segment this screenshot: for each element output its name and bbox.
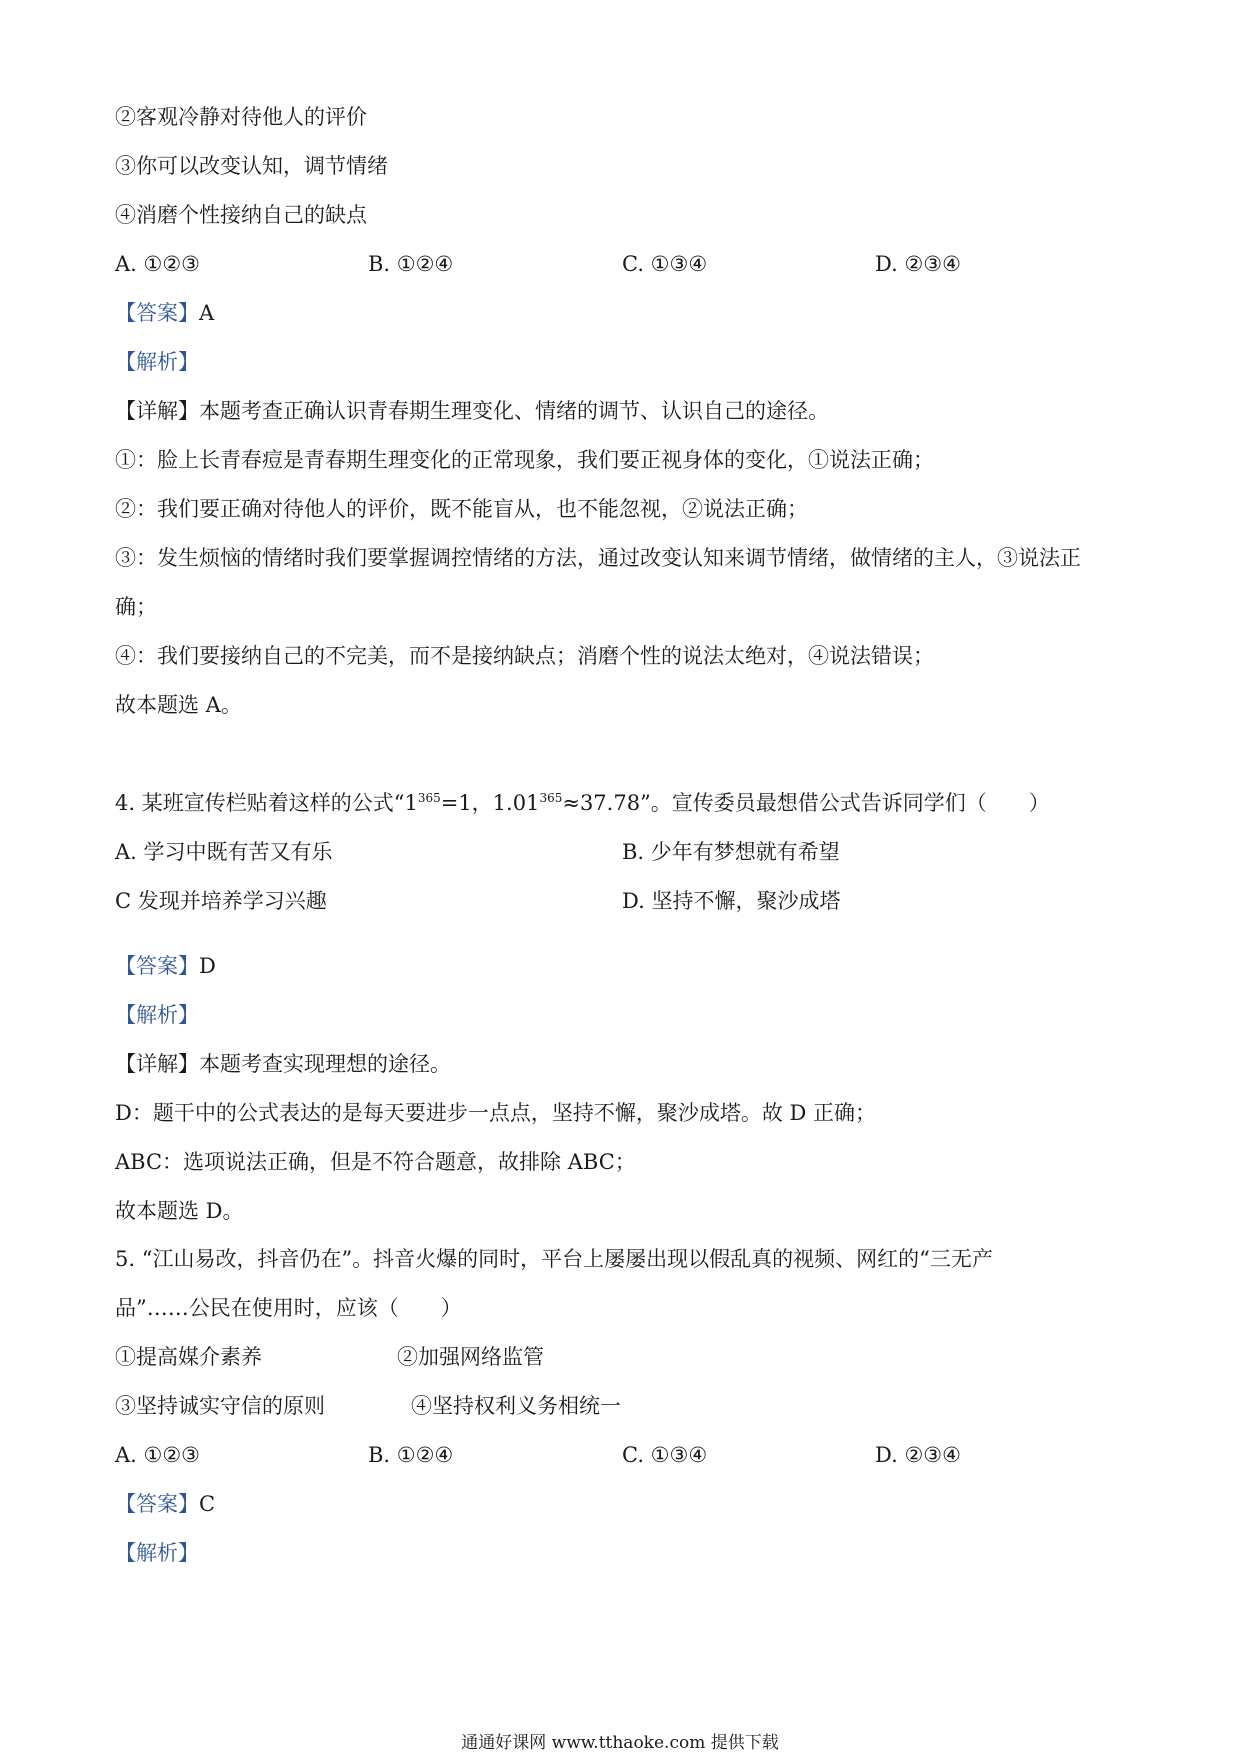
answer-value: D [199, 954, 216, 978]
q5-option-b: B. ①②④ [368, 1443, 454, 1467]
q3-explanation-2: ②：我们要正确对待他人的评价，既不能盲从，也不能忽视，②说法正确； [115, 497, 808, 521]
q3-explanation-1: ①：脸上长青春痘是青春期生理变化的正常现象，我们要正视身体的变化，①说法正确； [115, 448, 934, 472]
q3-explanation-3-cont: 确； [115, 595, 157, 619]
q3-item-3: ③你可以改变认知，调节情绪 [115, 154, 388, 178]
q5-item-1: ①提高媒介素养 [115, 1345, 262, 1369]
q3-analysis-label: 【解析】 [115, 350, 199, 374]
answer-label: 【答案】 [115, 954, 199, 978]
q5-analysis-label: 【解析】 [115, 1541, 199, 1565]
q5-item-4: ④坚持权利义务相统一 [411, 1394, 621, 1418]
q3-option-b: B. ①②④ [368, 252, 454, 276]
q4-answer [115, 951, 216, 981]
answer-value: A [199, 301, 215, 325]
q4-exponent-2: 365 [539, 791, 563, 805]
q3-option-c: C. ①③④ [622, 252, 708, 276]
q4-exponent-1: 365 [417, 791, 441, 805]
q3-item-4: ④消磨个性接纳自己的缺点 [115, 203, 367, 227]
detail-label: 【详解】 [115, 1052, 199, 1076]
detail-text: 本题考查正确认识青春期生理变化、情绪的调节、认识自己的途径。 [199, 399, 829, 423]
page-footer: 通通好课网 www.tthaoke.com 提供下载 [461, 1733, 779, 1753]
q3-answer [115, 298, 214, 328]
q5-option-d: D. ②③④ [875, 1443, 961, 1467]
q3-explanation-3: ③：发生烦恼的情绪时我们要掌握调控情绪的方法，通过改变认知来调节情绪，做情绪的主人，③说法正 [115, 546, 1081, 570]
q3-detail [115, 396, 829, 426]
q4-option-b: B. 少年有梦想就有希望 [622, 840, 840, 864]
q5-stem-line-2: 品”……公民在使用时，应该（ ） [115, 1296, 462, 1320]
q5-item-3: ③坚持诚实守信的原则 [115, 1394, 325, 1418]
q5-stem-line-1: 5. “江山易改，抖音仍在”。抖音火爆的同时，平台上屡屡出现以假乱真的视频、网红的“三无产 [115, 1247, 993, 1271]
q4-detail [115, 1049, 451, 1079]
q3-item-2: ②客观冷静对待他人的评价 [115, 105, 367, 129]
answer-label: 【答案】 [115, 301, 199, 325]
q5-item-2: ②加强网络监管 [397, 1345, 544, 1369]
q4-conclusion: 故本题选 D。 [115, 1199, 244, 1223]
q4-option-c: C 发现并培养学习兴趣 [115, 889, 327, 913]
q3-explanation-4: ④：我们要接纳自己的不完美，而不是接纳缺点；消磨个性的说法太绝对，④说法错误； [115, 644, 934, 668]
q3-option-a: A. ①②③ [115, 252, 200, 276]
detail-text: 本题考查实现理想的途径。 [199, 1052, 451, 1076]
q3-conclusion: 故本题选 A。 [115, 693, 242, 717]
answer-value: C [199, 1492, 216, 1516]
q4-stem-part-2: =1，1.01 [440, 791, 540, 815]
detail-label: 【详解】 [115, 399, 199, 423]
q4-stem-part-3: ≈37.78”。宣传委员最想借公式告诉同学们（ ） [562, 791, 1050, 815]
q4-explanation-1: D：题干中的公式表达的是每天要进步一点点，坚持不懈，聚沙成塔。故 D 正确； [115, 1101, 877, 1125]
q4-option-a: A. 学习中既有苦又有乐 [115, 840, 333, 864]
q5-option-c: C. ①③④ [622, 1443, 708, 1467]
answer-label: 【答案】 [115, 1492, 199, 1516]
q5-option-a: A. ①②③ [115, 1443, 200, 1467]
q5-answer [115, 1489, 215, 1519]
q3-option-d: D. ②③④ [875, 252, 961, 276]
q4-explanation-2: ABC：选项说法正确，但是不符合题意，故排除 ABC； [115, 1150, 636, 1174]
q4-stem [115, 788, 1050, 818]
q4-option-d: D. 坚持不懈，聚沙成塔 [622, 889, 841, 913]
q4-analysis-label: 【解析】 [115, 1003, 199, 1027]
q4-stem-part-1: 4. 某班宣传栏贴着这样的公式“1 [115, 791, 418, 815]
